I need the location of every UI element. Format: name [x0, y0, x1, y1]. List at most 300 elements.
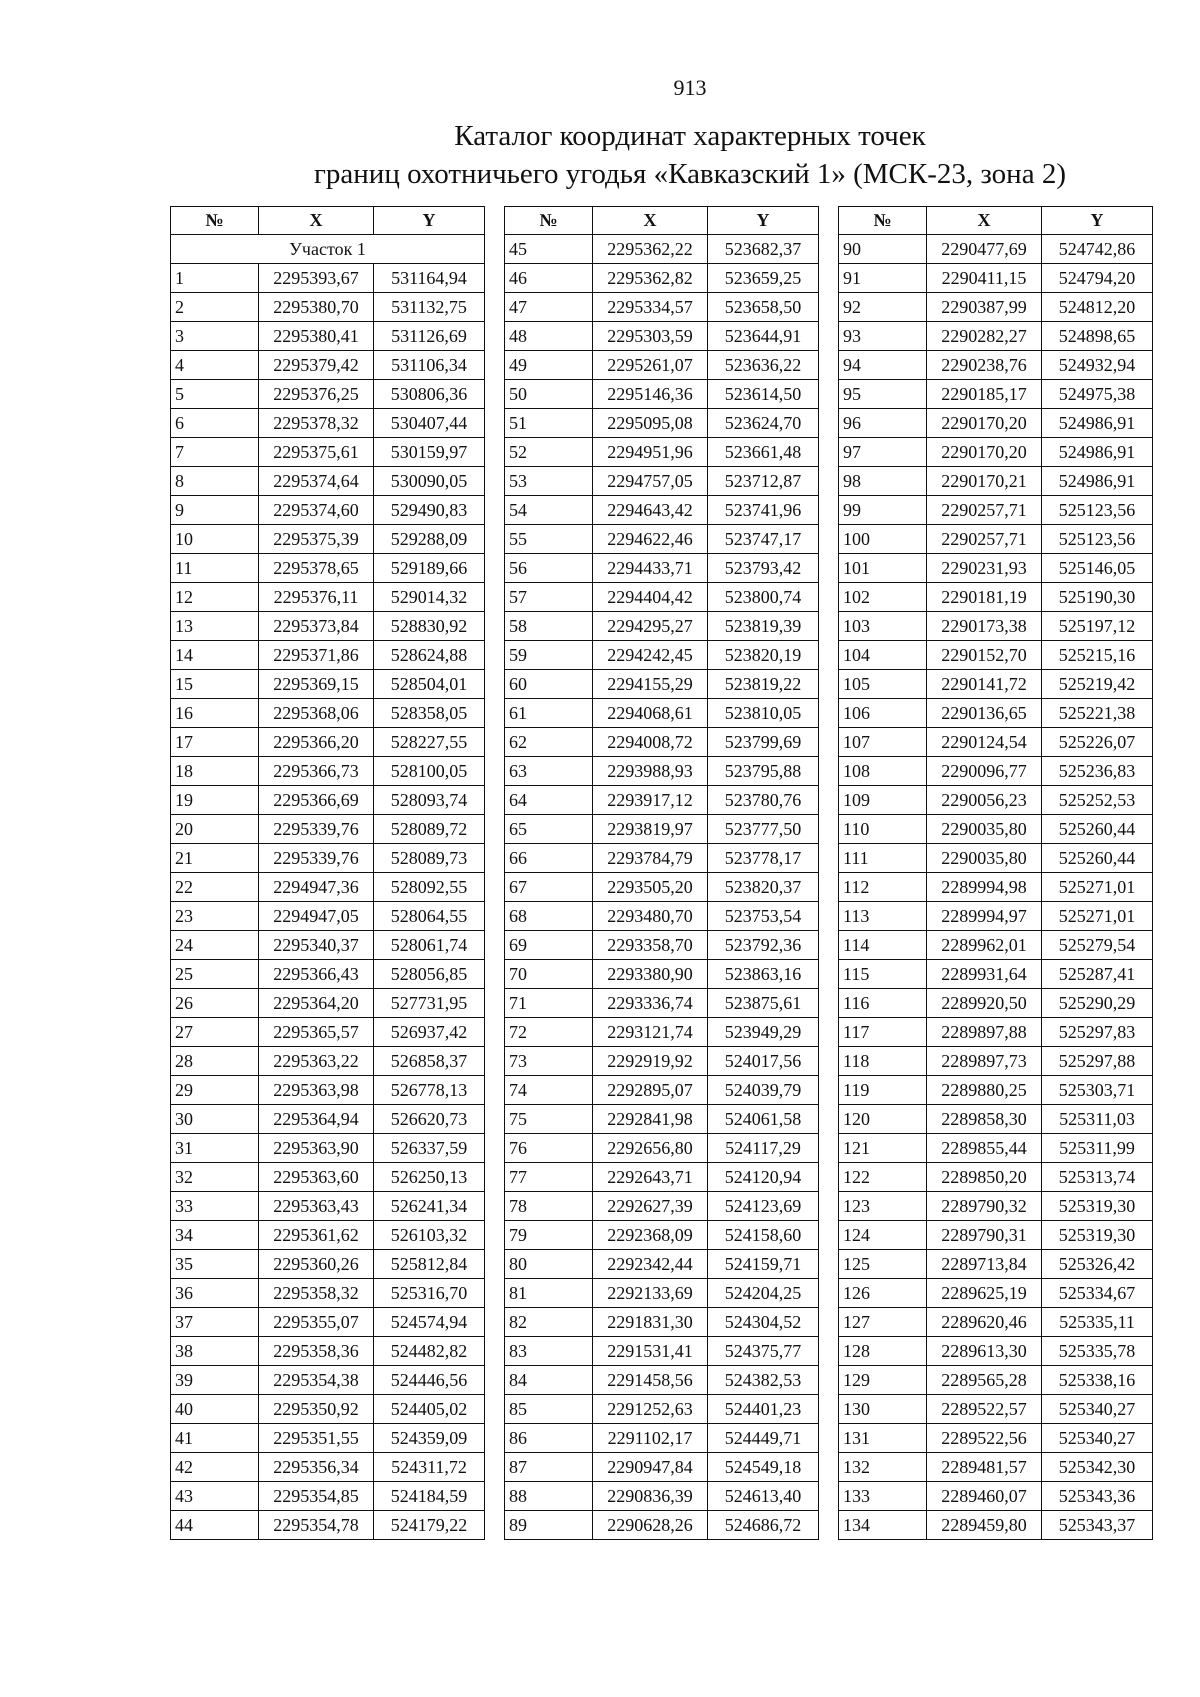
- point-number: 60: [505, 670, 593, 699]
- coord-x: 2291252,63: [593, 1395, 708, 1424]
- coord-x: 2292895,07: [593, 1076, 708, 1105]
- coord-y: 523753,54: [708, 902, 819, 931]
- coord-y: 524975,38: [1042, 380, 1153, 409]
- coord-y: 524686,72: [708, 1511, 819, 1540]
- coord-x: 2295366,69: [259, 786, 374, 815]
- coord-y: 524986,91: [1042, 409, 1153, 438]
- section-label: Участок 1: [171, 235, 485, 264]
- point-number: 73: [505, 1047, 593, 1076]
- point-number: 25: [171, 960, 259, 989]
- point-number: 37: [171, 1308, 259, 1337]
- coord-y: 523820,19: [708, 641, 819, 670]
- table-row: [839, 1163, 1153, 1192]
- table-row: [171, 931, 485, 960]
- point-number: 101: [839, 554, 927, 583]
- table-row: [171, 728, 485, 757]
- point-number: 105: [839, 670, 927, 699]
- table-row: [839, 699, 1153, 728]
- coord-y: 525297,88: [1042, 1047, 1153, 1076]
- coord-x: 2295358,36: [259, 1337, 374, 1366]
- table-row: [839, 467, 1153, 496]
- point-number: 117: [839, 1018, 927, 1047]
- coord-x: 2289522,57: [927, 1395, 1042, 1424]
- section-row: [171, 235, 485, 264]
- coord-y: 525190,30: [1042, 583, 1153, 612]
- table-row: [839, 1279, 1153, 1308]
- coord-y: 525236,83: [1042, 757, 1153, 786]
- coord-x: 2294155,29: [593, 670, 708, 699]
- table-row: [505, 1453, 819, 1482]
- table-row: [839, 728, 1153, 757]
- table-row: [171, 670, 485, 699]
- coord-y: 525221,38: [1042, 699, 1153, 728]
- table-row: [505, 757, 819, 786]
- coord-x: 2295378,32: [259, 409, 374, 438]
- coord-x: 2295146,36: [593, 380, 708, 409]
- table-row: [171, 1279, 485, 1308]
- table-row: [505, 786, 819, 815]
- point-number: 24: [171, 931, 259, 960]
- point-number: 49: [505, 351, 593, 380]
- coord-y: 526337,59: [374, 1134, 485, 1163]
- coord-y: 530090,05: [374, 467, 485, 496]
- point-number: 95: [839, 380, 927, 409]
- coord-x: 2289481,57: [927, 1453, 1042, 1482]
- coord-x: 2295339,76: [259, 844, 374, 873]
- coord-x: 2294068,61: [593, 699, 708, 728]
- coord-x: 2289459,80: [927, 1511, 1042, 1540]
- table-row: [171, 641, 485, 670]
- table-row: [171, 554, 485, 583]
- header-y: Y: [374, 207, 485, 235]
- coord-x: 2290141,72: [927, 670, 1042, 699]
- header-number: №: [839, 207, 927, 235]
- point-number: 26: [171, 989, 259, 1018]
- point-number: 77: [505, 1163, 593, 1192]
- coord-x: 2290170,21: [927, 467, 1042, 496]
- coord-x: 2292643,71: [593, 1163, 708, 1192]
- coord-x: 2295376,11: [259, 583, 374, 612]
- coord-x: 2289880,25: [927, 1076, 1042, 1105]
- coord-y: 525313,74: [1042, 1163, 1153, 1192]
- coord-x: 2295362,82: [593, 264, 708, 293]
- table-row: [171, 612, 485, 641]
- point-number: 62: [505, 728, 593, 757]
- coord-y: 524375,77: [708, 1337, 819, 1366]
- point-number: 116: [839, 989, 927, 1018]
- table-row: [171, 1366, 485, 1395]
- coord-x: 2289460,07: [927, 1482, 1042, 1511]
- coord-y: 525334,67: [1042, 1279, 1153, 1308]
- point-number: 69: [505, 931, 593, 960]
- table-row: [171, 1018, 485, 1047]
- coord-y: 525340,27: [1042, 1424, 1153, 1453]
- coord-x: 2294947,36: [259, 873, 374, 902]
- table-row: [839, 438, 1153, 467]
- table-row: [839, 554, 1153, 583]
- coord-x: 2289565,28: [927, 1366, 1042, 1395]
- coord-x: 2295363,98: [259, 1076, 374, 1105]
- coord-y: 523795,88: [708, 757, 819, 786]
- coord-y: 523658,50: [708, 293, 819, 322]
- table-row: [839, 1018, 1153, 1047]
- header-number: №: [505, 207, 593, 235]
- coord-y: 525290,29: [1042, 989, 1153, 1018]
- coord-x: 2292133,69: [593, 1279, 708, 1308]
- coord-x: 2295366,73: [259, 757, 374, 786]
- coord-x: 2291102,17: [593, 1424, 708, 1453]
- coord-x: 2293505,20: [593, 873, 708, 902]
- point-number: 55: [505, 525, 593, 554]
- point-number: 10: [171, 525, 259, 554]
- point-number: 114: [839, 931, 927, 960]
- coord-y: 531106,34: [374, 351, 485, 380]
- coord-x: 2290152,70: [927, 641, 1042, 670]
- table-row: [839, 496, 1153, 525]
- table-row: [839, 1192, 1153, 1221]
- header-y: Y: [708, 207, 819, 235]
- point-number: 52: [505, 438, 593, 467]
- coord-y: 526241,34: [374, 1192, 485, 1221]
- table-row: [171, 496, 485, 525]
- point-number: 68: [505, 902, 593, 931]
- table-row: [839, 1337, 1153, 1366]
- table-row: [505, 1047, 819, 1076]
- coord-y: 524405,02: [374, 1395, 485, 1424]
- coord-y: 526778,13: [374, 1076, 485, 1105]
- coord-x: 2295374,60: [259, 496, 374, 525]
- coord-y: 525260,44: [1042, 844, 1153, 873]
- table-row: [839, 235, 1153, 264]
- coord-y: 525146,05: [1042, 554, 1153, 583]
- table-row: [171, 844, 485, 873]
- coord-y: 525123,56: [1042, 525, 1153, 554]
- coord-y: 530159,97: [374, 438, 485, 467]
- coord-y: 525311,03: [1042, 1105, 1153, 1134]
- coord-y: 524159,71: [708, 1250, 819, 1279]
- coord-y: 526620,73: [374, 1105, 485, 1134]
- table-row: [171, 989, 485, 1018]
- point-number: 2: [171, 293, 259, 322]
- table-row: [171, 1308, 485, 1337]
- coord-y: 528100,05: [374, 757, 485, 786]
- coord-y: 525335,78: [1042, 1337, 1153, 1366]
- coord-x: 2292368,09: [593, 1221, 708, 1250]
- coord-y: 528056,85: [374, 960, 485, 989]
- coord-x: 2295363,43: [259, 1192, 374, 1221]
- point-number: 118: [839, 1047, 927, 1076]
- point-number: 35: [171, 1250, 259, 1279]
- table-row: [839, 844, 1153, 873]
- table-row: [505, 931, 819, 960]
- point-number: 39: [171, 1366, 259, 1395]
- table-row: [505, 1221, 819, 1250]
- coord-x: 2293784,79: [593, 844, 708, 873]
- coord-x: 2290282,27: [927, 322, 1042, 351]
- point-number: 80: [505, 1250, 593, 1279]
- table-row: [171, 1221, 485, 1250]
- coord-x: 2290231,93: [927, 554, 1042, 583]
- coord-x: 2293819,97: [593, 815, 708, 844]
- point-number: 64: [505, 786, 593, 815]
- coord-y: 529189,66: [374, 554, 485, 583]
- coord-y: 524158,60: [708, 1221, 819, 1250]
- coord-y: 523682,37: [708, 235, 819, 264]
- table-row: [505, 409, 819, 438]
- coord-y: 525812,84: [374, 1250, 485, 1279]
- coord-y: 525197,12: [1042, 612, 1153, 641]
- point-number: 121: [839, 1134, 927, 1163]
- table-row: [505, 496, 819, 525]
- point-number: 19: [171, 786, 259, 815]
- point-number: 46: [505, 264, 593, 293]
- point-number: 93: [839, 322, 927, 351]
- point-number: 23: [171, 902, 259, 931]
- table-row: [171, 1047, 485, 1076]
- coord-x: 2295363,22: [259, 1047, 374, 1076]
- coord-x: 2289931,64: [927, 960, 1042, 989]
- coord-y: 525338,16: [1042, 1366, 1153, 1395]
- coord-x: 2295095,08: [593, 409, 708, 438]
- coord-y: 531164,94: [374, 264, 485, 293]
- table-row: [171, 1163, 485, 1192]
- table-row: [171, 960, 485, 989]
- table-row: [839, 1308, 1153, 1337]
- point-number: 89: [505, 1511, 593, 1540]
- point-number: 111: [839, 844, 927, 873]
- point-number: 53: [505, 467, 593, 496]
- table-row: [505, 438, 819, 467]
- coordinates-table-3: [838, 206, 1153, 1540]
- coord-y: 525279,54: [1042, 931, 1153, 960]
- coord-x: 2295334,57: [593, 293, 708, 322]
- table-row: [171, 525, 485, 554]
- coord-y: 525343,36: [1042, 1482, 1153, 1511]
- point-number: 45: [505, 235, 593, 264]
- point-number: 1: [171, 264, 259, 293]
- document-title-line-2: границ охотничьего угодья «Кавказский 1» (МСК-23, зона 2): [314, 158, 1066, 190]
- coord-x: 2289897,88: [927, 1018, 1042, 1047]
- coord-y: 524311,72: [374, 1453, 485, 1482]
- point-number: 32: [171, 1163, 259, 1192]
- table-row: [839, 525, 1153, 554]
- coord-x: 2295365,57: [259, 1018, 374, 1047]
- coord-y: 524986,91: [1042, 438, 1153, 467]
- coord-x: 2290387,99: [927, 293, 1042, 322]
- table-row: [839, 1366, 1153, 1395]
- point-number: 5: [171, 380, 259, 409]
- coord-y: 525319,30: [1042, 1192, 1153, 1221]
- point-number: 112: [839, 873, 927, 902]
- coord-x: 2295380,41: [259, 322, 374, 351]
- coord-x: 2294951,96: [593, 438, 708, 467]
- coord-y: 525311,99: [1042, 1134, 1153, 1163]
- coord-y: 526103,32: [374, 1221, 485, 1250]
- coord-y: 525303,71: [1042, 1076, 1153, 1105]
- coord-x: 2295369,15: [259, 670, 374, 699]
- table-row: [839, 293, 1153, 322]
- coord-y: 523819,22: [708, 670, 819, 699]
- point-number: 57: [505, 583, 593, 612]
- point-number: 106: [839, 699, 927, 728]
- point-number: 103: [839, 612, 927, 641]
- table-row: [505, 380, 819, 409]
- coord-y: 523636,22: [708, 351, 819, 380]
- coord-y: 523800,74: [708, 583, 819, 612]
- point-number: 82: [505, 1308, 593, 1337]
- point-number: 78: [505, 1192, 593, 1221]
- point-number: 33: [171, 1192, 259, 1221]
- point-number: 14: [171, 641, 259, 670]
- table-row: [839, 1221, 1153, 1250]
- coord-y: 528830,92: [374, 612, 485, 641]
- coord-y: 524117,29: [708, 1134, 819, 1163]
- table-row: [171, 264, 485, 293]
- point-number: 59: [505, 641, 593, 670]
- coord-y: 524061,58: [708, 1105, 819, 1134]
- point-number: 86: [505, 1424, 593, 1453]
- table-row: [505, 844, 819, 873]
- table-row: [171, 322, 485, 351]
- table-row: [505, 264, 819, 293]
- coord-x: 2292841,98: [593, 1105, 708, 1134]
- point-number: 100: [839, 525, 927, 554]
- coord-x: 2289613,30: [927, 1337, 1042, 1366]
- table-row: [839, 641, 1153, 670]
- table-row: [171, 1482, 485, 1511]
- table-row: [839, 1511, 1153, 1540]
- coord-y: 523741,96: [708, 496, 819, 525]
- coord-x: 2295375,39: [259, 525, 374, 554]
- coord-y: 524794,20: [1042, 264, 1153, 293]
- point-number: 54: [505, 496, 593, 525]
- coord-y: 529490,83: [374, 496, 485, 525]
- table-row: [505, 1163, 819, 1192]
- coord-y: 523819,39: [708, 612, 819, 641]
- table-row: [839, 322, 1153, 351]
- coord-y: 528092,55: [374, 873, 485, 902]
- coord-x: 2290173,38: [927, 612, 1042, 641]
- table-row: [505, 1511, 819, 1540]
- table-row: [505, 293, 819, 322]
- coord-x: 2295361,62: [259, 1221, 374, 1250]
- table-row: [839, 815, 1153, 844]
- coord-x: 2295364,94: [259, 1105, 374, 1134]
- table-row: [505, 873, 819, 902]
- table-row: [171, 815, 485, 844]
- point-number: 11: [171, 554, 259, 583]
- point-number: 48: [505, 322, 593, 351]
- coord-y: 524574,94: [374, 1308, 485, 1337]
- point-number: 3: [171, 322, 259, 351]
- coord-x: 2293380,90: [593, 960, 708, 989]
- coord-y: 524382,53: [708, 1366, 819, 1395]
- coord-y: 524898,65: [1042, 322, 1153, 351]
- coord-y: 523659,25: [708, 264, 819, 293]
- table-row: [839, 409, 1153, 438]
- point-number: 96: [839, 409, 927, 438]
- table-row: [505, 1395, 819, 1424]
- coord-y: 525343,37: [1042, 1511, 1153, 1540]
- table-row: [839, 1047, 1153, 1076]
- header-x: X: [927, 207, 1042, 235]
- coord-x: 2295373,84: [259, 612, 374, 641]
- coord-x: 2294404,42: [593, 583, 708, 612]
- table-row: [839, 612, 1153, 641]
- header-x: X: [259, 207, 374, 235]
- point-number: 85: [505, 1395, 593, 1424]
- coord-x: 2290136,65: [927, 699, 1042, 728]
- coord-x: 2295368,06: [259, 699, 374, 728]
- coord-x: 2293988,93: [593, 757, 708, 786]
- coord-y: 524017,56: [708, 1047, 819, 1076]
- coord-y: 525271,01: [1042, 902, 1153, 931]
- coord-x: 2290257,71: [927, 496, 1042, 525]
- coord-x: 2295366,20: [259, 728, 374, 757]
- coord-y: 528089,73: [374, 844, 485, 873]
- coord-x: 2289713,84: [927, 1250, 1042, 1279]
- point-number: 27: [171, 1018, 259, 1047]
- point-number: 129: [839, 1366, 927, 1395]
- table-row: [505, 815, 819, 844]
- point-number: 63: [505, 757, 593, 786]
- coord-y: 524304,52: [708, 1308, 819, 1337]
- point-number: 88: [505, 1482, 593, 1511]
- point-number: 61: [505, 699, 593, 728]
- coord-y: 525252,53: [1042, 786, 1153, 815]
- table-row: [505, 554, 819, 583]
- coord-x: 2295354,38: [259, 1366, 374, 1395]
- table-row: [505, 989, 819, 1018]
- table-row: [505, 1134, 819, 1163]
- coord-y: 523810,05: [708, 699, 819, 728]
- coord-x: 2294622,46: [593, 525, 708, 554]
- table-row: [171, 1453, 485, 1482]
- table-row: [171, 1134, 485, 1163]
- table-row: [839, 1076, 1153, 1105]
- point-number: 94: [839, 351, 927, 380]
- point-number: 51: [505, 409, 593, 438]
- table-row: [505, 1105, 819, 1134]
- coord-x: 2289994,97: [927, 902, 1042, 931]
- table-row: [839, 1105, 1153, 1134]
- coord-y: 526937,42: [374, 1018, 485, 1047]
- coord-y: 523624,70: [708, 409, 819, 438]
- coord-x: 2295374,64: [259, 467, 374, 496]
- coord-x: 2289920,50: [927, 989, 1042, 1018]
- table-row: [505, 960, 819, 989]
- coord-y: 525260,44: [1042, 815, 1153, 844]
- coord-x: 2290238,76: [927, 351, 1042, 380]
- point-number: 30: [171, 1105, 259, 1134]
- coord-y: 524549,18: [708, 1453, 819, 1482]
- point-number: 102: [839, 583, 927, 612]
- point-number: 75: [505, 1105, 593, 1134]
- table-row: [171, 438, 485, 467]
- coord-y: 523747,17: [708, 525, 819, 554]
- coord-x: 2290124,54: [927, 728, 1042, 757]
- coord-x: 2289994,98: [927, 873, 1042, 902]
- coord-x: 2295340,37: [259, 931, 374, 960]
- point-number: 124: [839, 1221, 927, 1250]
- table-row: [171, 1424, 485, 1453]
- coord-y: 529014,32: [374, 583, 485, 612]
- point-number: 130: [839, 1395, 927, 1424]
- coord-x: 2294643,42: [593, 496, 708, 525]
- point-number: 56: [505, 554, 593, 583]
- coord-x: 2295339,76: [259, 815, 374, 844]
- coord-y: 528061,74: [374, 931, 485, 960]
